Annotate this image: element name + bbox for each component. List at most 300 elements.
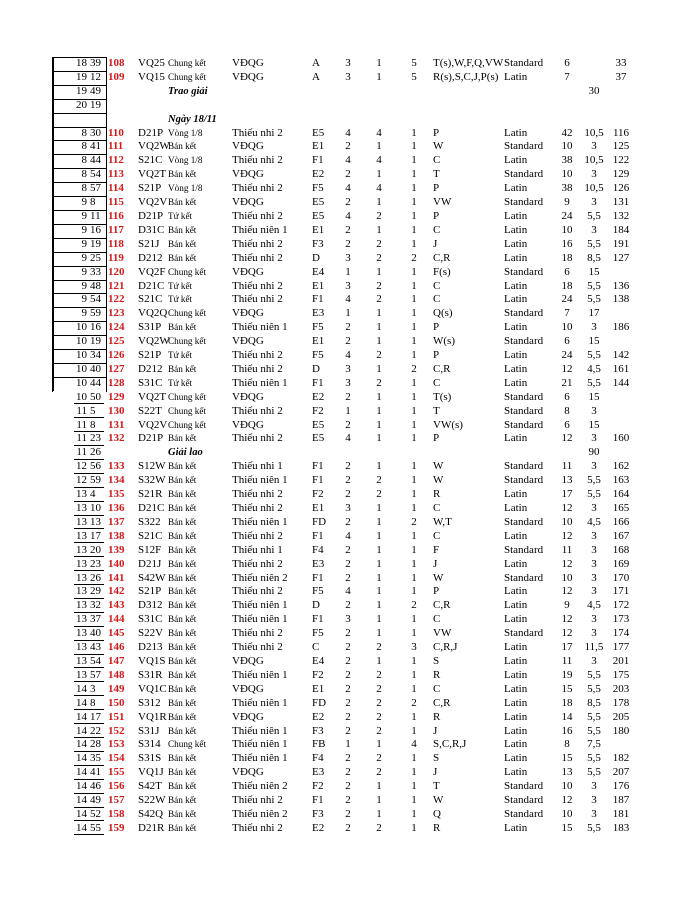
time-minute: 41	[90, 140, 101, 153]
level-group: F1	[312, 529, 324, 542]
event-round: Bán kết	[168, 572, 197, 583]
event-code: S21P	[138, 585, 162, 598]
couples-count: 15	[561, 752, 573, 765]
schedule-row	[0, 71, 700, 85]
event-round: Bán kết	[168, 600, 197, 611]
time-hour: 10	[76, 390, 87, 403]
count-dances: 3	[411, 641, 417, 654]
dance-style: Standard	[504, 780, 544, 793]
age-category: VĐQG	[232, 196, 264, 209]
time-hour: 8	[81, 140, 87, 153]
time-hour: 13	[76, 529, 87, 542]
age-category: Thiếu nhi 2	[232, 362, 283, 375]
event-code: VQ2V	[138, 196, 168, 209]
dance-style: Latin	[504, 613, 528, 626]
dance-list: T	[433, 780, 440, 793]
age-category: VĐQG	[232, 654, 264, 667]
count-dances: 1	[411, 585, 417, 598]
couples-count: 8	[564, 738, 570, 751]
count-dances: 1	[411, 321, 417, 334]
time-minute: 46	[90, 780, 101, 793]
duration-minutes: 8,5	[587, 696, 601, 709]
time-hour: 14	[76, 780, 87, 793]
dance-style: Standard	[504, 515, 544, 528]
couples-count: 10	[561, 807, 573, 820]
count-dances: 2	[411, 599, 417, 612]
duration-minutes: 3	[591, 196, 597, 209]
event-code: S31S	[138, 752, 162, 765]
event-round: Chung kết	[168, 266, 207, 277]
time-minute: 5	[90, 404, 96, 417]
dance-style: Standard	[504, 807, 544, 820]
time-hour: 9	[81, 251, 87, 264]
event-code: VQ1R	[138, 710, 167, 723]
schedule-table	[0, 57, 700, 836]
event-code: D21P	[138, 126, 164, 139]
event-number: 142	[108, 585, 125, 598]
dance-list: J	[433, 724, 438, 737]
count-rounds: 1	[376, 543, 382, 556]
schedule-row	[0, 210, 700, 224]
event-round: Bán kết	[168, 725, 197, 736]
count-heats: 2	[345, 752, 351, 765]
event-code: S21P	[138, 349, 162, 362]
dance-list: T(s),W,F,Q,VW	[433, 57, 504, 69]
event-round: Bán kết	[168, 586, 197, 597]
dance-style: Standard	[504, 307, 544, 320]
event-round: Chung kết	[168, 405, 207, 416]
couples-count: 12	[561, 502, 573, 514]
event-code: VQ1S	[138, 654, 166, 667]
count-heats: 2	[345, 641, 351, 654]
count-heats: 4	[345, 432, 351, 445]
event-number: 153	[108, 738, 125, 751]
duration-minutes: 3	[591, 585, 597, 598]
event-round: Tứ kết	[168, 210, 193, 221]
event-round: Chung kết	[168, 336, 207, 347]
event-round: Bán kết	[168, 614, 197, 625]
count-heats: 2	[345, 460, 351, 473]
time-hour: 13	[76, 668, 87, 681]
age-category: Thiếu nhi 2	[232, 209, 283, 222]
schedule-row	[0, 432, 700, 446]
count-rounds: 2	[376, 641, 382, 654]
schedule-row	[0, 558, 700, 572]
count-dances: 2	[411, 515, 417, 528]
dance-list: C	[433, 293, 441, 306]
level-group: F1	[312, 571, 324, 584]
event-number: 117	[108, 223, 124, 236]
count-dances: 5	[411, 70, 417, 83]
duration-minutes: 3	[591, 557, 597, 570]
time-minute: 55	[90, 821, 101, 834]
level-group: F4	[312, 543, 324, 556]
couples-count: 24	[561, 209, 573, 222]
age-category: Thiếu niên 2	[232, 807, 288, 820]
schedule-row	[0, 349, 700, 363]
age-category: VĐQG	[232, 140, 264, 153]
age-category: Thiếu nhi 2	[232, 154, 283, 167]
dance-style: Latin	[504, 738, 528, 751]
event-round: Bán kết	[168, 238, 197, 249]
dance-style: Standard	[504, 543, 544, 556]
level-group: A	[312, 57, 320, 69]
schedule-row	[0, 697, 700, 711]
dance-style: Standard	[504, 404, 544, 417]
event-id: 169	[612, 557, 630, 570]
level-group: A	[312, 70, 320, 83]
duration-minutes: 3	[591, 140, 597, 153]
level-group: E1	[312, 682, 325, 695]
age-category: Thiếu nhi 2	[232, 279, 283, 292]
time-hour: 14	[76, 724, 87, 737]
couples-count: 18	[561, 251, 573, 264]
count-rounds: 2	[376, 376, 382, 389]
count-dances: 1	[411, 627, 417, 640]
level-group: E3	[312, 557, 325, 570]
dance-style: Latin	[504, 432, 528, 445]
time-hour: 9	[81, 237, 87, 250]
level-group: E5	[312, 209, 325, 222]
event-number: 156	[108, 780, 125, 793]
event-code: VQ2Q	[138, 307, 168, 320]
event-code: S31J	[138, 724, 160, 737]
event-id: 122	[612, 154, 630, 167]
section-row	[0, 113, 700, 127]
event-number: 148	[108, 668, 125, 681]
event-code: D21R	[138, 821, 165, 834]
event-number: 114	[108, 182, 124, 195]
count-heats: 2	[345, 321, 351, 334]
schedule-row	[0, 599, 700, 613]
level-group: F5	[312, 321, 324, 334]
time-minute: 54	[90, 293, 101, 306]
time-minute: 29	[90, 585, 101, 598]
dance-style: Latin	[504, 585, 528, 598]
dance-list: R	[433, 488, 441, 501]
event-id: 178	[612, 696, 630, 709]
event-number: 155	[108, 766, 125, 779]
event-round: Chung kết	[168, 419, 207, 430]
dance-list: J	[433, 557, 438, 570]
time-minute: 35	[90, 752, 101, 765]
time-minute: 49	[90, 84, 101, 97]
time-minute: 59	[90, 307, 101, 320]
couples-count: 21	[561, 376, 573, 389]
couples-count: 12	[561, 794, 573, 807]
age-category: Thiếu niên 1	[232, 515, 288, 528]
duration-minutes: 5,5	[587, 209, 601, 222]
event-id: 132	[612, 209, 630, 222]
event-round: Vòng 1/8	[168, 155, 203, 166]
event-number: 115	[108, 196, 124, 209]
event-code: S12W	[138, 460, 166, 473]
duration-minutes: 5,5	[587, 710, 601, 723]
event-id: 183	[612, 821, 630, 834]
dance-list: R	[433, 821, 441, 834]
count-dances: 1	[411, 807, 417, 820]
event-code: S312	[138, 696, 161, 709]
count-heats: 2	[345, 140, 351, 153]
level-group: FD	[312, 696, 327, 709]
schedule-row	[0, 57, 700, 71]
dance-style: Latin	[504, 696, 528, 709]
count-heats: 4	[345, 154, 351, 167]
event-id: 37	[615, 70, 627, 83]
age-category: Thiếu nhi 2	[232, 126, 283, 139]
time-hour: 13	[76, 543, 87, 556]
count-dances: 1	[411, 237, 417, 250]
count-heats: 2	[345, 557, 351, 570]
dance-list: P	[433, 349, 440, 362]
dance-list: W	[433, 474, 444, 487]
level-group: F2	[312, 780, 324, 793]
schedule-row	[0, 127, 700, 141]
time-hour: 13	[76, 654, 87, 667]
time-hour: 9	[81, 307, 87, 320]
count-heats: 2	[345, 794, 351, 807]
count-heats: 2	[345, 696, 351, 709]
age-category: Thiếu nhi 2	[232, 502, 283, 514]
event-code: D21C	[138, 502, 165, 514]
age-category: Thiếu niên 1	[232, 474, 288, 487]
time-minute: 39	[90, 57, 101, 69]
count-dances: 1	[411, 488, 417, 501]
couples-count: 11	[561, 654, 573, 667]
time-minute: 40	[90, 362, 101, 375]
count-dances: 1	[411, 557, 417, 570]
age-category: VĐQG	[232, 70, 264, 83]
schedule-row	[0, 711, 700, 725]
event-round: Chung kết	[168, 71, 207, 82]
count-rounds: 1	[376, 613, 382, 626]
dance-list: VW	[433, 196, 452, 209]
event-number: 129	[108, 390, 125, 403]
event-id: 181	[612, 807, 630, 820]
count-rounds: 2	[376, 349, 382, 362]
event-code: D21P	[138, 209, 164, 222]
duration-minutes: 4,5	[587, 515, 601, 528]
time-hour: 10	[76, 376, 87, 389]
duration-minutes: 4,5	[587, 362, 601, 375]
event-code: D21P	[138, 432, 164, 445]
event-id: 203	[612, 682, 630, 695]
event-code: D213	[138, 641, 163, 654]
dance-style: Latin	[504, 349, 528, 362]
schedule-row	[0, 405, 700, 419]
schedule-row	[0, 683, 700, 697]
dance-list: C	[433, 682, 441, 695]
event-number: 143	[108, 599, 125, 612]
event-number: 132	[108, 432, 125, 445]
couples-count: 24	[561, 293, 573, 306]
event-id: 131	[612, 196, 630, 209]
event-id: 177	[612, 641, 630, 654]
count-rounds: 1	[376, 265, 382, 278]
event-number: 123	[108, 307, 125, 320]
duration-minutes: 5,5	[587, 682, 601, 695]
time-hour: 10	[76, 362, 87, 375]
level-group: E5	[312, 432, 325, 445]
level-group: FD	[312, 515, 327, 528]
event-number: 127	[108, 362, 125, 375]
count-dances: 1	[411, 307, 417, 320]
event-code: S21J	[138, 237, 160, 250]
count-heats: 2	[345, 807, 351, 820]
couples-count: 9	[564, 196, 570, 209]
count-heats: 4	[345, 126, 351, 139]
event-code: D21C	[138, 279, 165, 292]
count-rounds: 1	[376, 432, 382, 445]
couples-count: 6	[564, 418, 570, 431]
duration-minutes: 5,5	[587, 766, 601, 779]
age-category: VĐQG	[232, 168, 264, 181]
duration-minutes: 5,5	[587, 474, 601, 487]
time-hour: 9	[81, 279, 87, 292]
time-minute: 17	[90, 529, 101, 542]
event-id: 129	[612, 168, 630, 181]
time-minute: 8	[90, 196, 96, 209]
age-category: Thiếu niên 1	[232, 613, 288, 626]
couples-count: 11	[561, 460, 573, 473]
count-rounds: 2	[376, 710, 382, 723]
event-number: 150	[108, 696, 125, 709]
level-group: E4	[312, 654, 325, 667]
event-round: Tứ kết	[168, 280, 193, 291]
event-number: 141	[108, 571, 125, 584]
event-id: 174	[612, 627, 630, 640]
dance-list: C	[433, 223, 441, 236]
count-dances: 1	[411, 724, 417, 737]
age-category: Thiếu niên 1	[232, 738, 288, 751]
event-round: Bán kết	[168, 322, 197, 333]
dance-list: J	[433, 766, 438, 779]
count-heats: 2	[345, 780, 351, 793]
event-id: 144	[612, 376, 630, 389]
couples-count: 42	[561, 126, 573, 139]
count-heats: 4	[345, 529, 351, 542]
event-code: D312	[138, 599, 163, 612]
time-hour: 13	[76, 585, 87, 598]
dance-list: C,R	[433, 251, 451, 264]
event-round: Bán kết	[168, 781, 197, 792]
time-hour: 13	[76, 571, 87, 584]
event-number: 124	[108, 321, 125, 334]
couples-count: 10	[561, 515, 573, 528]
count-heats: 4	[345, 293, 351, 306]
age-category: Thiếu nhi 2	[232, 404, 283, 417]
duration-minutes: 5,5	[587, 724, 601, 737]
count-rounds: 1	[376, 529, 382, 542]
dance-list: C	[433, 502, 441, 514]
time-minute: 19	[90, 335, 101, 348]
level-group: D	[312, 599, 320, 612]
dance-list: VW	[433, 627, 452, 640]
schedule-row	[0, 460, 700, 474]
event-code: VQ2W	[138, 140, 170, 153]
time-minute: 22	[90, 724, 101, 737]
time-hour: 14	[76, 682, 87, 695]
event-round: Bán kết	[168, 516, 197, 527]
event-round: Bán kết	[168, 822, 197, 833]
dance-style: Latin	[504, 710, 528, 723]
time-minute: 4	[90, 488, 96, 501]
dance-list: W	[433, 794, 444, 807]
age-category: Thiếu nhi 2	[232, 585, 283, 598]
count-heats: 1	[345, 265, 351, 278]
level-group: E2	[312, 710, 325, 723]
duration-minutes: 5,5	[587, 752, 601, 765]
schedule-row	[0, 307, 700, 321]
dance-style: Standard	[504, 627, 544, 640]
event-code: S31P	[138, 321, 162, 334]
event-number: 144	[108, 613, 125, 626]
time-hour: 11	[76, 418, 87, 431]
duration-minutes: 15	[588, 418, 600, 431]
dance-style: Latin	[504, 362, 528, 375]
level-group: F1	[312, 794, 324, 807]
event-round: Bán kết	[168, 697, 197, 708]
count-dances: 1	[411, 223, 417, 236]
dance-list: S	[433, 752, 440, 765]
age-category: VĐQG	[232, 682, 264, 695]
dance-style: Latin	[504, 599, 528, 612]
schedule-row	[0, 280, 700, 294]
dance-style: Latin	[504, 654, 528, 667]
time-hour: 9	[81, 293, 87, 306]
couples-count: 15	[561, 821, 573, 834]
count-rounds: 2	[376, 293, 382, 306]
event-id: 116	[612, 126, 630, 139]
schedule-row	[0, 474, 700, 488]
event-id: 175	[612, 668, 630, 681]
count-rounds: 1	[376, 780, 382, 793]
dance-style: Latin	[504, 682, 528, 695]
time-hour: 14	[76, 766, 87, 779]
count-rounds: 2	[376, 696, 382, 709]
event-number: 119	[108, 251, 124, 264]
event-round: Tứ kết	[168, 294, 193, 305]
dance-style: Standard	[504, 571, 544, 584]
count-dances: 1	[411, 349, 417, 362]
dance-style: Standard	[504, 390, 544, 403]
level-group: F1	[312, 474, 324, 487]
dance-list: W	[433, 571, 444, 584]
time-minute: 57	[90, 668, 101, 681]
time-hour: 14	[76, 821, 87, 834]
event-id: 201	[612, 654, 630, 667]
count-heats: 4	[345, 349, 351, 362]
event-code: S31C	[138, 376, 163, 389]
level-group: E1	[312, 335, 325, 348]
schedule-row	[0, 363, 700, 377]
time-hour: 18	[76, 57, 87, 69]
count-heats: 2	[345, 724, 351, 737]
dance-list: T	[433, 404, 440, 417]
time-minute: 33	[90, 265, 101, 278]
couples-count: 6	[564, 390, 570, 403]
count-heats: 2	[345, 821, 351, 834]
level-group: E5	[312, 126, 325, 139]
event-round: Bán kết	[168, 544, 197, 555]
level-group: F5	[312, 349, 324, 362]
duration-minutes: 3	[591, 543, 597, 556]
time-hour: 8	[81, 168, 87, 181]
count-dances: 1	[411, 126, 417, 139]
schedule-row	[0, 585, 700, 599]
count-rounds: 2	[376, 752, 382, 765]
count-heats: 4	[345, 209, 351, 222]
